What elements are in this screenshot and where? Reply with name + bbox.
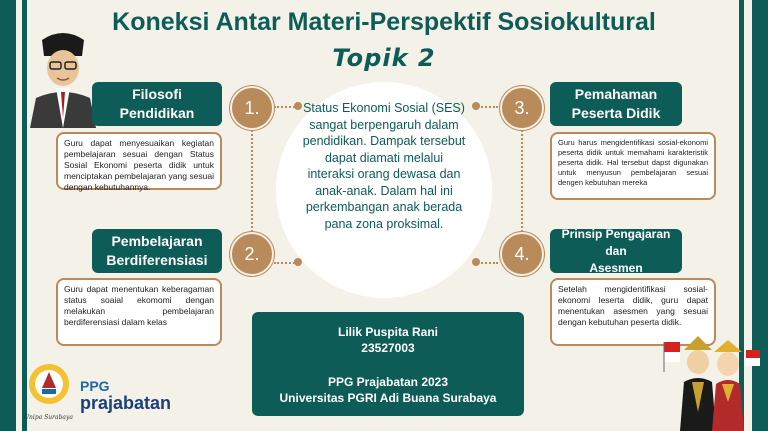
item-1-heading-line2: Pendidikan (119, 105, 195, 121)
item-4-heading-line2: Asesmen (589, 260, 643, 275)
item-4-number: 4. (500, 232, 544, 276)
unipa-caption: Unipa Surabaya (24, 414, 73, 421)
connector-dot-4 (472, 258, 480, 266)
author-name: Lilik Puspita Rani (337, 325, 439, 339)
item-1-description: Guru dapat menyesuaikan kegiatan pembelajaran sesuai dengan Status Sosial Ekonomi peserta didik untuk menciptakan pembelajaran yang sesuai dengan kebutuhannya. (56, 132, 222, 190)
item-2-heading (92, 229, 222, 273)
connector-dot-3 (472, 102, 480, 110)
item-4-heading-line1: Prinsip Pengajaran dan (561, 226, 671, 258)
item-1-heading-line1: Filosofi (132, 86, 182, 102)
item-1-number: 1. (230, 86, 274, 130)
ppg-logo-bottom: prajabatan (80, 393, 172, 413)
item-3-number: 3. (500, 86, 544, 130)
item-3-heading (550, 82, 682, 126)
author-box (252, 312, 524, 416)
item-3-heading-line2: Peserta Didik (571, 105, 661, 121)
ppg-logo-top: PPG (80, 378, 110, 394)
portrait-illustration (28, 28, 98, 128)
author-id: 23527003 (361, 341, 415, 355)
page-subtitle: Topik 2 (332, 44, 436, 72)
connector-right-vertical (521, 130, 523, 232)
item-1-heading (92, 82, 222, 126)
connector-left-vertical (251, 130, 253, 232)
item-2-heading-line2: Berdiferensiasi (106, 252, 208, 268)
item-2-heading-line1: Pembelajaran (111, 233, 203, 249)
center-summary-text: Status Ekonomi Sosial (SES) sangat berpengaruh dalam pendidikan. Dampak tersebut dapat diamati melalui interaksi orang dewasa dan anak-anak. Dalam hal ini perkembangan anak berada pana zona proksimal. (302, 101, 466, 231)
unipa-logo (26, 362, 72, 418)
connector-dot-2 (294, 258, 302, 266)
item-2-description: Guru dapat menentukan keberagaman status soaial ekomomi dengan melakukan pembelajaran berdiferensiasi dalam kelas (56, 278, 222, 346)
author-program: PPG Prajabatan 2023 (327, 375, 449, 389)
item-4-description: Setelah mengidentifikasi sosial-ekonomi leserta didik, guru dapat menentukan asesmen yang sesuai dengan kebutuhan peserta didik. (550, 278, 716, 346)
author-university: Universitas PGRI Adi Buana Surabaya (279, 391, 497, 405)
item-3-description: Guru harus mengidentifikasi sosial-ekonomi peserta didik untuk memahami karakteristik peserta didik. Hal tersebut dapst digunakan untuk menyusun pembelajaran sesuai dengen kebutuhan mereka (550, 132, 716, 200)
item-2-number: 2. (230, 232, 274, 276)
item-3-heading-line1: Pemahaman (574, 86, 658, 102)
couple-illustration (662, 332, 762, 431)
page-title: Koneksi Antar Materi-Perspektif Sosiokultural (112, 8, 656, 36)
item-4-heading (550, 226, 682, 275)
connector-dot-1 (294, 102, 302, 110)
